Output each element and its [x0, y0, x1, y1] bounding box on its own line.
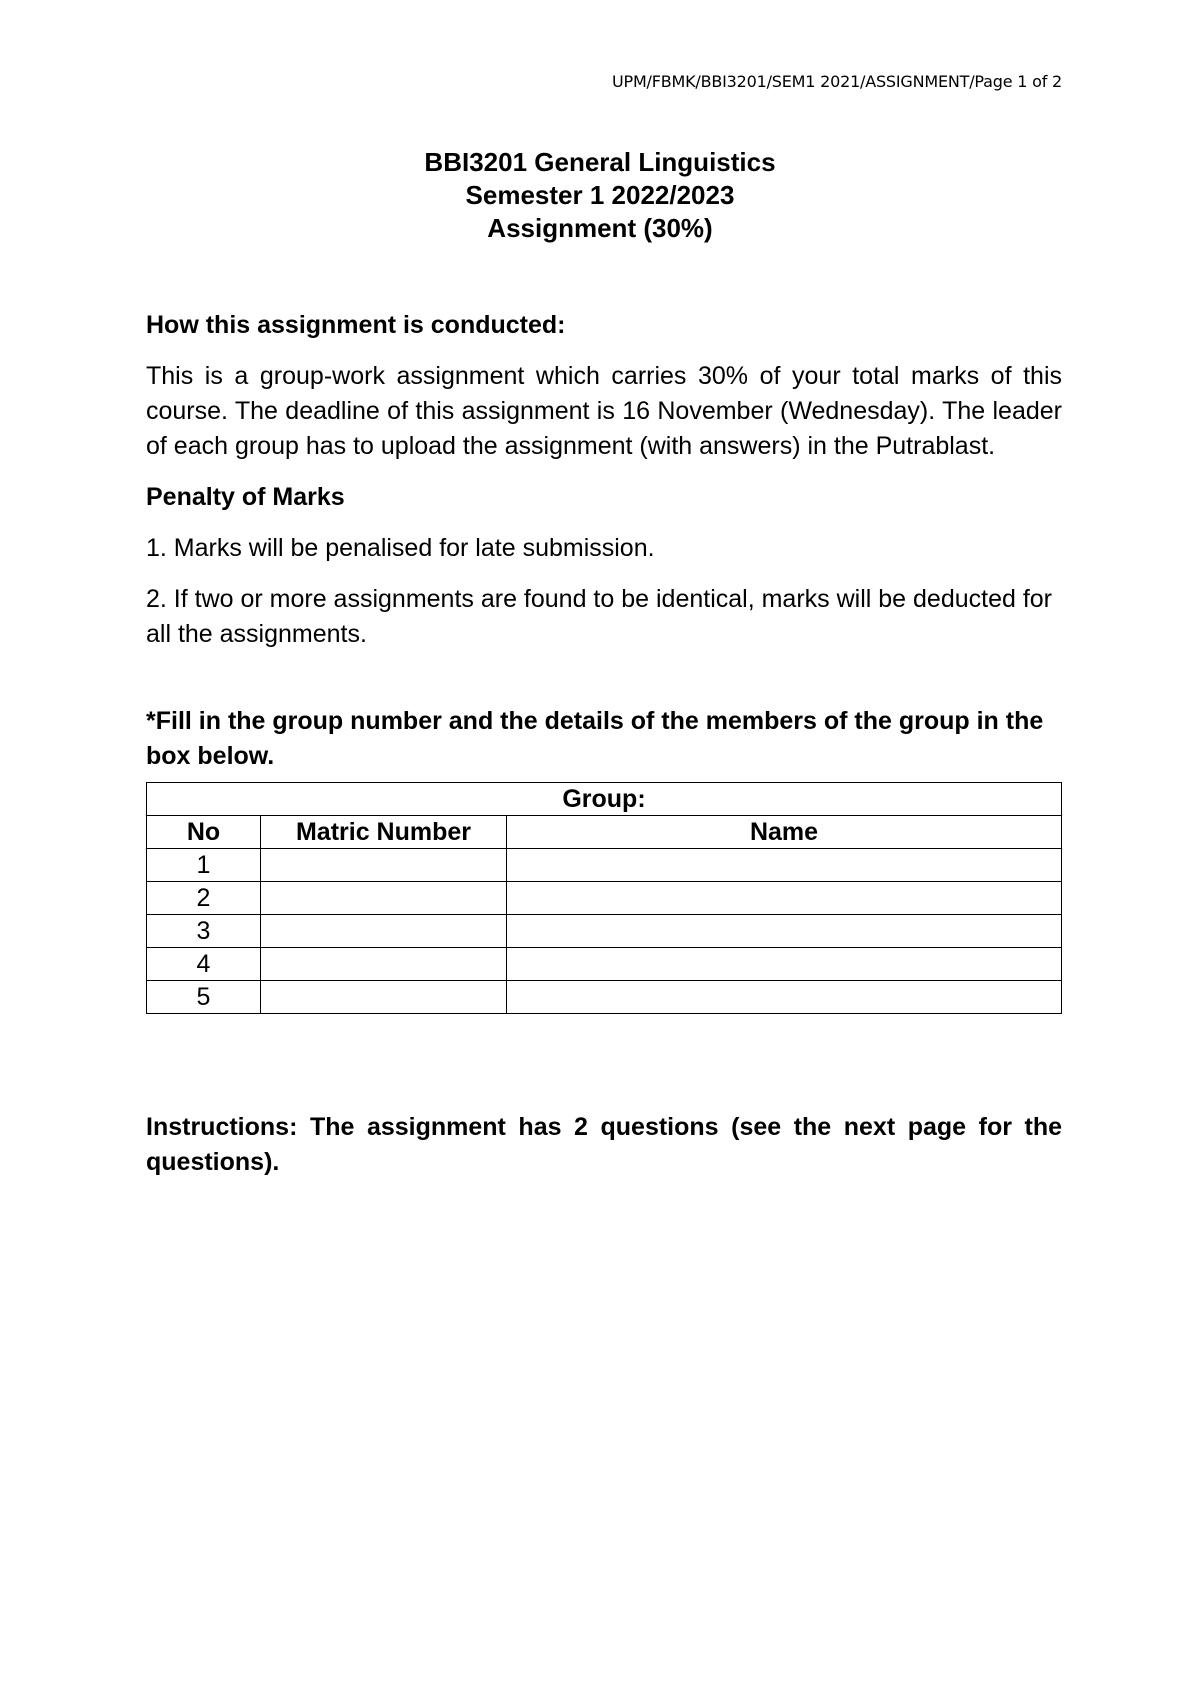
- penalty-item: 2. If two or more assignments are found to be identical, marks will be deducted for all the assignments.: [146, 585, 1053, 648]
- page-reference-header: UPM/FBMK/BBI3201/SEM1 2021/ASSIGNMENT/Page 1 of 2: [611, 72, 1062, 91]
- table-row: [147, 849, 1062, 882]
- penalty-item: 1. Marks will be penalised for late submission.: [146, 534, 655, 562]
- assignment-title: Assignment (30%): [487, 213, 713, 243]
- column-header-name: Name: [507, 816, 1062, 849]
- name-cell[interactable]: [507, 849, 1062, 882]
- matric-number-cell[interactable]: [261, 849, 507, 882]
- name-cell[interactable]: [507, 915, 1062, 948]
- column-header-matric: Matric Number: [261, 816, 507, 849]
- semester-title: Semester 1 2022/2023: [465, 180, 735, 210]
- table-row: [147, 948, 1062, 981]
- row-number-cell: 3: [147, 915, 261, 948]
- row-number-cell: 2: [147, 882, 261, 915]
- penalty-heading: Penalty of Marks: [146, 483, 345, 511]
- table-row: [147, 882, 1062, 915]
- matric-number-cell[interactable]: [261, 948, 507, 981]
- row-number-cell: 1: [147, 849, 261, 882]
- conduct-paragraph: This is a group-work assignment which carries 30% of your total marks of this course. The deadline of this assignment is 16 November (Wednesday). The leader of each group has to upload the assignment (with answers) in the Putrablast.: [146, 362, 1062, 460]
- row-number-cell: 5: [147, 981, 261, 1014]
- matric-number-cell[interactable]: [261, 882, 507, 915]
- column-header-no: No: [147, 816, 261, 849]
- table-row: [147, 915, 1062, 948]
- matric-number-cell[interactable]: [261, 915, 507, 948]
- conduct-heading: How this assignment is conducted:: [146, 311, 566, 339]
- group-label-cell[interactable]: Group:: [147, 783, 1062, 816]
- row-number-cell: 4: [147, 948, 261, 981]
- assignment-instructions: Instructions: The assignment has 2 questions (see the next page for the questions).: [146, 1113, 1062, 1176]
- document-body: [146, 308, 1062, 1180]
- name-cell[interactable]: [507, 948, 1062, 981]
- group-members-table: [146, 782, 1062, 1014]
- course-title: BBI3201 General Linguistics: [424, 147, 776, 177]
- matric-number-cell[interactable]: [261, 981, 507, 1014]
- name-cell[interactable]: [507, 882, 1062, 915]
- title-block: [0, 146, 1200, 245]
- fill-instruction: *Fill in the group number and the details of the members of the group in the box below.: [146, 707, 1044, 770]
- name-cell[interactable]: [507, 981, 1062, 1014]
- table-row: [147, 981, 1062, 1014]
